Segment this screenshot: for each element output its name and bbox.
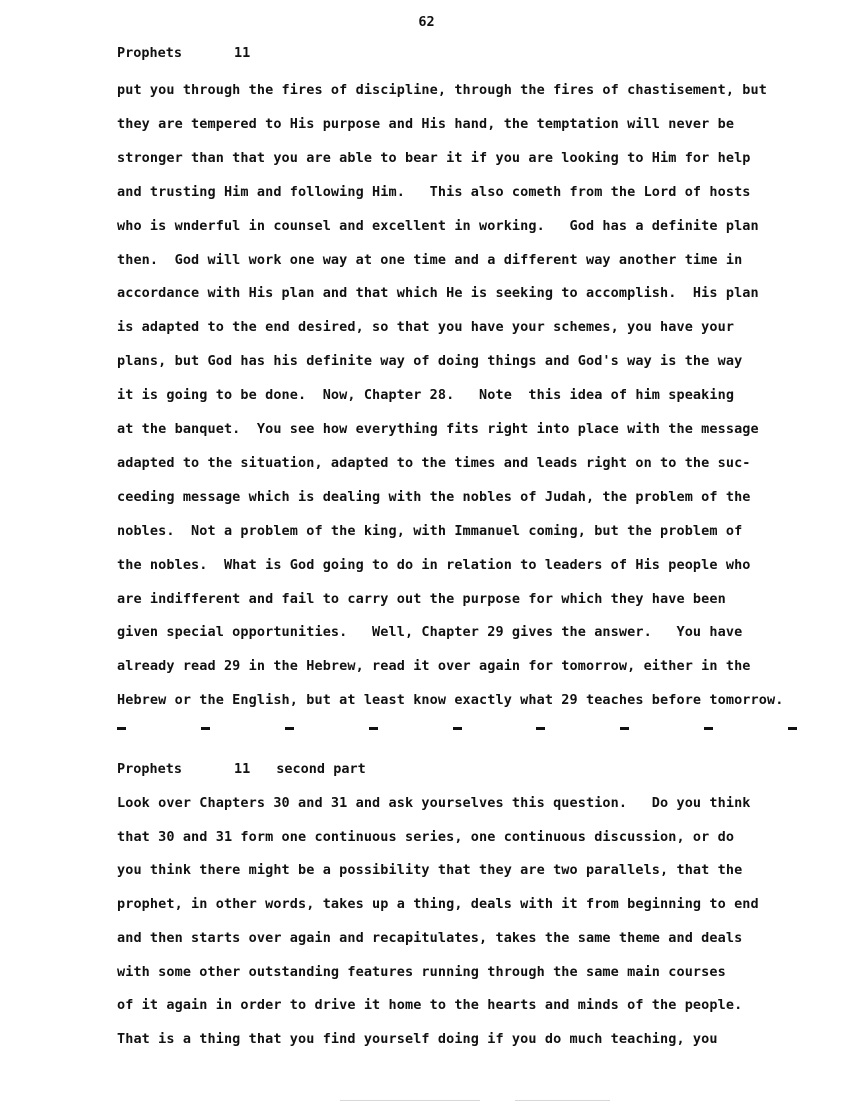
text-line: and then starts over again and recapitulates, takes the same theme and deals bbox=[117, 929, 743, 946]
text-line: put you through the fires of discipline, through the fires of chastisement, but bbox=[117, 82, 767, 98]
divider-dash bbox=[201, 727, 210, 730]
text-line: nobles. Not a problem of the king, with Immanuel coming, but the problem of bbox=[117, 522, 743, 539]
text-line: already read 29 in the Hebrew, read it over again for tomorrow, either in the bbox=[117, 658, 751, 675]
scan-artifact bbox=[340, 1100, 480, 1101]
text-line: accordance with His plan and that which He is seeking to accomplish. His plan bbox=[117, 285, 759, 302]
section-header-number: 11 bbox=[234, 761, 251, 777]
text-line: with some other outstanding features running through the same main courses bbox=[117, 963, 726, 980]
divider-dash bbox=[620, 727, 629, 730]
text-line: they are tempered to His purpose and His hand, the temptation will never be bbox=[117, 115, 735, 132]
section-header-course: Prophets bbox=[117, 761, 183, 777]
divider-dash bbox=[704, 727, 713, 730]
text-line: Look over Chapters 30 and 31 and ask yourselves this question. Do you think bbox=[117, 795, 751, 811]
page-number: 62 bbox=[418, 14, 435, 30]
text-line: at the banquet. You see how everything fits right into place with the message bbox=[117, 421, 759, 437]
scan-artifact bbox=[515, 1100, 610, 1101]
text-line: Hebrew or the English, but at least know exactly what 29 teaches before tomorrow. bbox=[117, 692, 784, 709]
text-line: you think there might be a possibility that they are two parallels, that the bbox=[117, 862, 743, 879]
text-line: the nobles. What is God going to do in relation to leaders of His people who bbox=[117, 556, 751, 573]
text-line: plans, but God has his definite way of doing things and God's way is the way bbox=[117, 353, 743, 370]
text-line: of it again in order to drive it home to the hearts and minds of the people. bbox=[117, 997, 743, 1014]
section-header-course: Prophets bbox=[117, 45, 183, 61]
text-line: ceeding message which is dealing with the nobles of Judah, the problem of the bbox=[117, 488, 751, 505]
text-line: are indifferent and fail to carry out the purpose for which they have been bbox=[117, 590, 726, 607]
text-line: then. God will work one way at one time and a different way another time in bbox=[117, 251, 743, 268]
section-header bbox=[117, 45, 250, 61]
text-line: and trusting Him and following Him. This also cometh from the Lord of hosts bbox=[117, 183, 751, 200]
divider-dash bbox=[453, 727, 462, 730]
section-header-subtitle: second part bbox=[276, 761, 366, 777]
section-divider bbox=[117, 727, 797, 731]
divider-dash bbox=[788, 727, 797, 730]
text-line: it is going to be done. Now, Chapter 28. Note this idea of him speaking bbox=[117, 387, 735, 404]
text-line: who is wnderful in counsel and excellent in working. God has a definite plan bbox=[117, 217, 759, 234]
text-line: given special opportunities. Well, Chapter 29 gives the answer. You have bbox=[117, 624, 743, 641]
divider-dash bbox=[285, 727, 294, 730]
text-line: is adapted to the end desired, so that you have your schemes, you have your bbox=[117, 319, 735, 336]
text-line: prophet, in other words, takes up a thing, deals with it from beginning to end bbox=[117, 896, 759, 913]
text-line: That is a thing that you find yourself doing if you do much teaching, you bbox=[117, 1030, 718, 1047]
text-line: stronger than that you are able to bear it if you are looking to Him for help bbox=[117, 149, 751, 166]
section-header bbox=[117, 761, 366, 777]
divider-dash bbox=[117, 727, 126, 730]
divider-dash bbox=[536, 727, 545, 730]
text-line: adapted to the situation, adapted to the times and leads right on to the suc- bbox=[117, 454, 751, 471]
section-header-number: 11 bbox=[234, 45, 251, 61]
text-line: that 30 and 31 form one continuous series, one continuous discussion, or do bbox=[117, 828, 735, 845]
divider-dash bbox=[369, 727, 378, 730]
